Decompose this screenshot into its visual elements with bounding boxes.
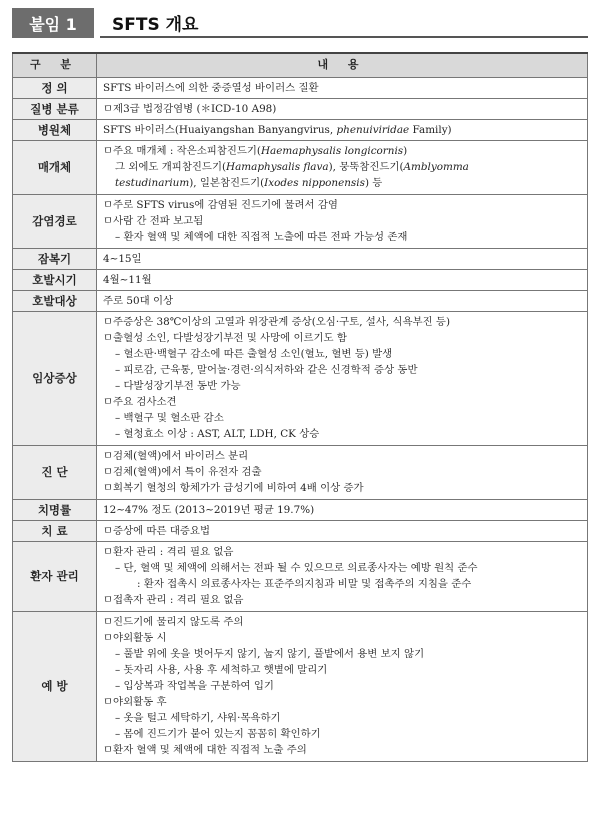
row-season (13, 269, 588, 290)
label-incubation: 잠복기 (13, 248, 97, 269)
header-content: 내 용 (97, 53, 588, 77)
table-header-row (13, 53, 588, 77)
row-incubation (13, 248, 588, 269)
row-patient-management (13, 541, 588, 611)
value-route: ㅁ주로 SFTS virus에 감염된 진드기에 물려서 감염 ㅁ사람 간 전파 보고됨 – 환자 혈액 및 체액에 대한 직접적 노출에 따른 전파 가능성 존재 (97, 194, 588, 248)
label-fatality: 치명률 (13, 499, 97, 520)
row-pathogen (13, 119, 588, 140)
value-target: 주로 50대 이상 (97, 290, 588, 311)
row-diagnosis (13, 445, 588, 499)
value-incubation: 4∼15일 (97, 248, 588, 269)
label-symptoms: 임상증상 (13, 311, 97, 445)
value-fatality: 12∼47% 정도 (2013∼2019년 평균 19.7%) (97, 499, 588, 520)
value-patient-management: ㅁ환자 관리 : 격리 필요 없음 – 단, 혈액 및 체액에 의해서는 전파 될 수 있으므로 의료종사자는 예방 원칙 준수 : 환자 접촉시 의료종사자는 표준주의지침과 비말 및 접촉주의 지침을 준수 ㅁ접촉자 관리 : 격리 필요 없음 (97, 541, 588, 611)
attachment-badge: 붙임 1 (12, 8, 94, 38)
label-treatment: 치 료 (13, 520, 97, 541)
label-classification: 질병 분류 (13, 98, 97, 119)
row-treatment (13, 520, 588, 541)
label-route: 감염경로 (13, 194, 97, 248)
document-header (12, 8, 588, 38)
row-classification (13, 98, 588, 119)
label-definition: 정 의 (13, 77, 97, 98)
label-prevention: 예 방 (13, 611, 97, 761)
sfts-overview-table (12, 52, 588, 762)
row-prevention (13, 611, 588, 761)
row-definition (13, 77, 588, 98)
value-definition: SFTS 바이러스에 의한 중증열성 바이러스 질환 (97, 77, 588, 98)
value-diagnosis: ㅁ검체(혈액)에서 바이러스 분리 ㅁ검체(혈액)에서 특이 유전자 검출 ㅁ회복기 혈청의 항체가가 급성기에 비하여 4배 이상 증가 (97, 445, 588, 499)
value-pathogen: SFTS 바이러스(Huaiyangshan Banyangvirus, phenuiviridae Family) (97, 119, 588, 140)
value-season: 4월∼11월 (97, 269, 588, 290)
value-symptoms: ㅁ주증상은 38℃이상의 고열과 위장관계 증상(오심·구토, 설사, 식욕부진 등) ㅁ출혈성 소인, 다발성장기부전 및 사망에 이르기도 함 – 혈소판·백혈구 감소에 따른 출혈성 소인(혈뇨, 혈변 등) 발생 – 피로감, 근육통, 말어눌·경련·의식저하와 같은 신경학적 증상 동반 – 다발성장기부전 동반 가능 ㅁ주요 검사소견 – 백혈구 및 혈소판 감소 – 혈청효소 이상 : AST, ALT, LDH, CK 상승 (97, 311, 588, 445)
label-diagnosis: 진 단 (13, 445, 97, 499)
value-classification: ㅁ제3급 법정감염병 (＊ICD-10 A98) (97, 98, 588, 119)
row-route (13, 194, 588, 248)
row-vector (13, 140, 588, 194)
value-vector: ㅁ주요 매개체 : 작은소피참진드기(Haemaphysalis longicornis) 그 외에도 개피참진드기(Hamaphysalis flava), 뭉뚝참진드기(Amblyomma testudinarium), 일본참진드기(Ixodes nipponensis) 등 (97, 140, 588, 194)
label-season: 호발시기 (13, 269, 97, 290)
document-title: SFTS 개요 (100, 8, 588, 38)
label-vector: 매개체 (13, 140, 97, 194)
row-fatality (13, 499, 588, 520)
row-symptoms (13, 311, 588, 445)
header-category: 구 분 (13, 53, 97, 77)
row-target (13, 290, 588, 311)
label-patient-management: 환자 관리 (13, 541, 97, 611)
label-pathogen: 병원체 (13, 119, 97, 140)
value-prevention: ㅁ진드기에 물리지 않도록 주의 ㅁ야외활동 시 – 풀밭 위에 옷을 벗어두지 않기, 눕지 않기, 풀밭에서 용변 보지 않기 – 돗자리 사용, 사용 후 세척하고 햇볕에 말리기 – 입상복과 작업복을 구분하여 입기 ㅁ야외활동 후 – 옷을 털고 세탁하기, 샤워·목욕하기 – 몸에 진드기가 붙어 있는지 꼼꼼히 확인하기 ㅁ환자 혈액 및 체액에 대한 직접적 노출 주의 (97, 611, 588, 761)
label-target: 호발대상 (13, 290, 97, 311)
value-treatment: ㅁ증상에 따른 대증요법 (97, 520, 588, 541)
